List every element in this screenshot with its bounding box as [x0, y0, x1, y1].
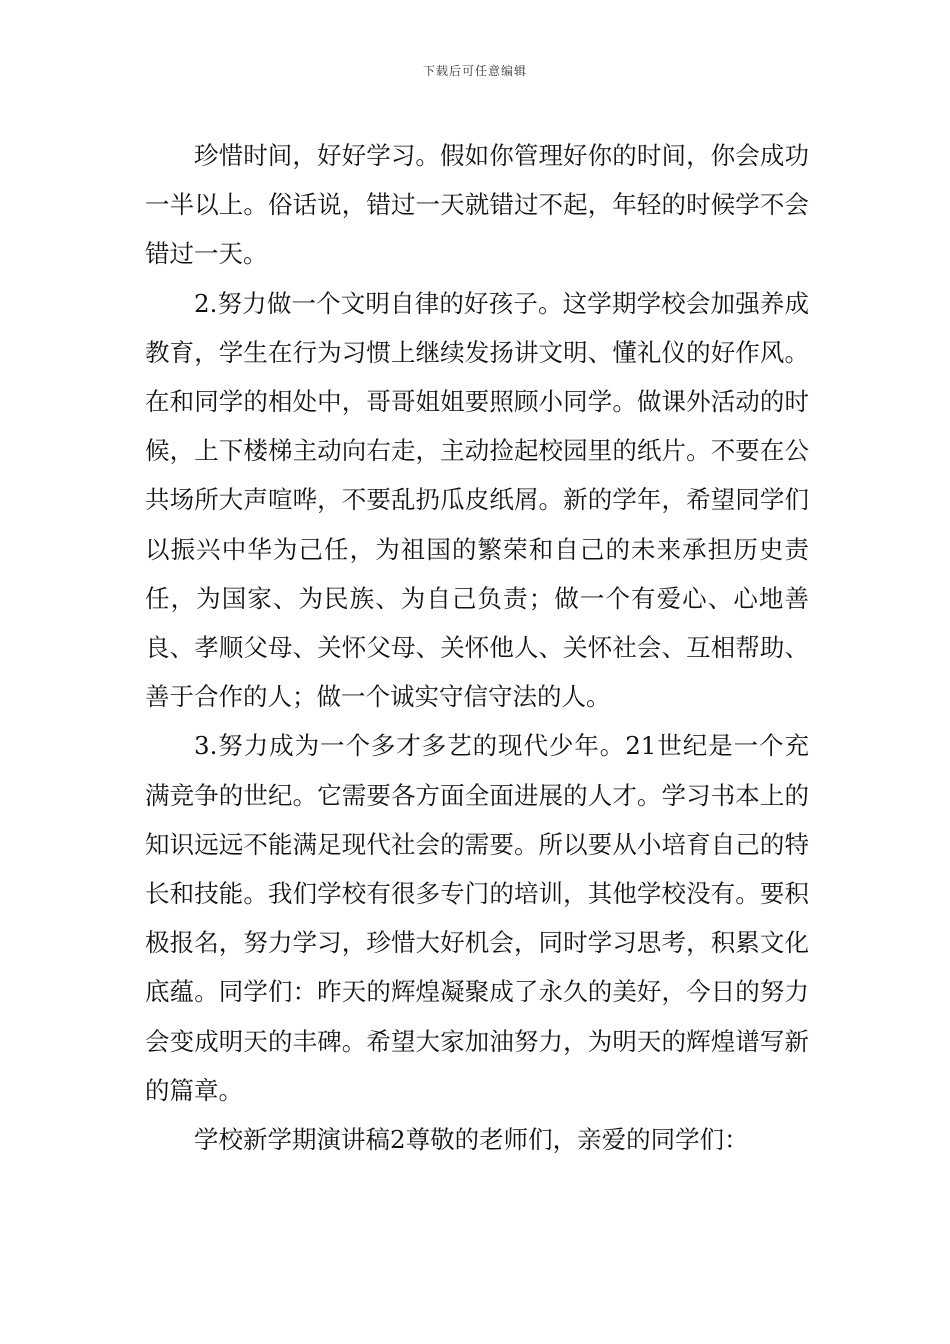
paragraph-2: 2.努力做一个文明自律的好孩子。这学期学校会加强养成教育，学生在行为习惯上继续发扬讲文明、懂礼仪的好作风。在和同学的相处中，哥哥姐姐要照顾小同学。做课外活动的时候，上下楼梯主动向右走，主动捡起校园里的纸片。不要在公共场所大声喧哗，不要乱扔瓜皮纸屑。新的学年，希望同学们以振兴中华为己任，为祖国的繁荣和自己的未来承担历史责任，为国家、为民族、为自己负责；做一个有爱心、心地善良、孝顺父母、关怀父母、关怀他人、关怀社会、互相帮助、善于合作的人；做一个诚实守信守法的人。 [145, 288, 809, 712]
document-body [145, 131, 809, 1164]
page-header-note: 下载后可任意编辑 [422, 64, 527, 78]
paragraph-4: 学校新学期演讲稿2尊敬的老师们，亲爱的同学们： [194, 1125, 749, 1155]
paragraph-3: 3.努力成为一个多才多艺的现代少年。21世纪是一个充满竞争的世纪。它需要各方面全面进展的人才。学习书本上的知识远远不能满足现代社会的需要。所以要从小培育自己的特长和技能。我们学校有很多专门的培训，其他学校没有。要积极报名，努力学习，珍惜大好机会，同时学习思考，积累文化底蕴。同学们：昨天的辉煌凝聚成了永久的美好，今日的努力会变成明天的丰碑。希望大家加油努力，为明天的辉煌谱写新的篇章。 [145, 731, 809, 1105]
paragraph-1: 珍惜时间，好好学习。假如你管理好你的时间，你会成功一半以上。俗话说，错过一天就错过不起，年轻的时候学不会错过一天。 [145, 141, 809, 269]
